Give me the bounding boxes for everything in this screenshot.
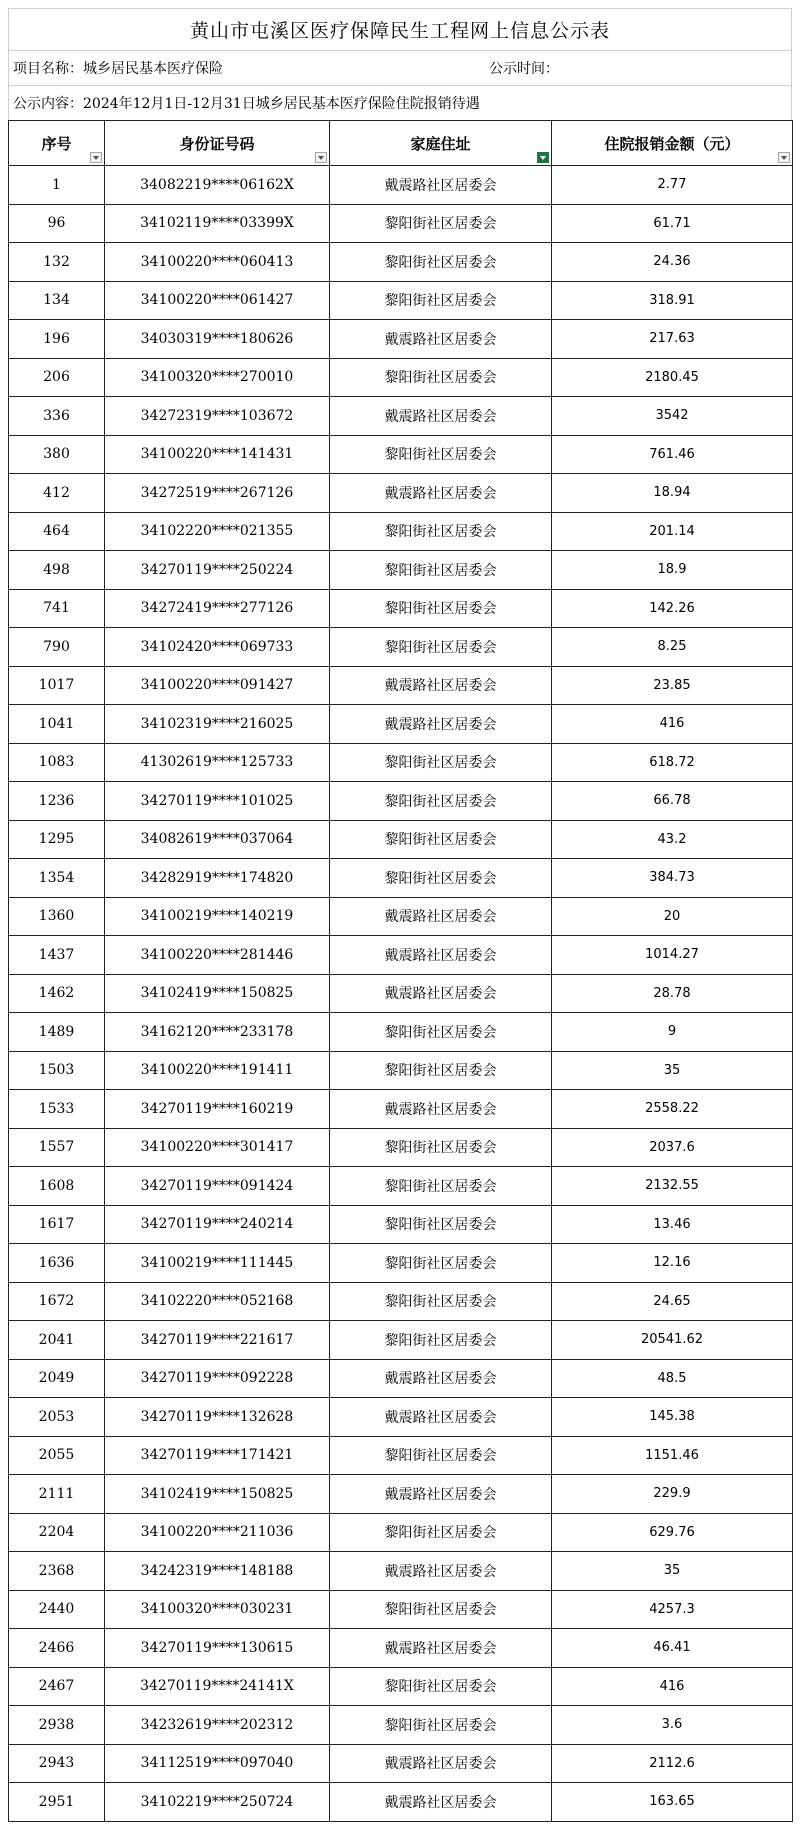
table-row [9,1244,793,1283]
cell-serial: 2943 [9,1744,105,1783]
table-row [9,204,793,243]
cell-serial: 1295 [9,820,105,859]
table-row [9,320,793,359]
cell-serial: 2041 [9,1321,105,1360]
cell-address: 黎阳街社区居委会 [330,512,552,551]
cell-serial: 2951 [9,1783,105,1822]
cell-id-number: 34272419****277126 [105,589,330,628]
cell-amount: 3542 [552,397,793,436]
table-row [9,243,793,282]
cell-id-number: 34100220****281446 [105,936,330,975]
cell-amount: 3.6 [552,1706,793,1745]
header-serial: 序号 [9,121,105,166]
cell-serial: 2368 [9,1552,105,1591]
cell-address: 黎阳街社区居委会 [330,628,552,667]
cell-serial: 1083 [9,743,105,782]
content-row [8,85,792,120]
cell-amount: 18.94 [552,474,793,513]
cell-serial: 2938 [9,1706,105,1745]
table-row [9,166,793,205]
cell-address: 黎阳街社区居委会 [330,1706,552,1745]
cell-amount: 416 [552,705,793,744]
table-row [9,435,793,474]
cell-address: 黎阳街社区居委会 [330,1282,552,1321]
cell-id-number: 34232619****202312 [105,1706,330,1745]
cell-amount: 384.73 [552,859,793,898]
cell-serial: 741 [9,589,105,628]
cell-id-number: 34082219****06162X [105,166,330,205]
cell-address: 戴震路社区居委会 [330,666,552,705]
cell-serial: 1 [9,166,105,205]
cell-id-number: 34272319****103672 [105,397,330,436]
cell-id-number: 34082619****037064 [105,820,330,859]
cell-serial: 2049 [9,1359,105,1398]
cell-address: 戴震路社区居委会 [330,320,552,359]
cell-id-number: 34102420****069733 [105,628,330,667]
cell-amount: 2132.55 [552,1167,793,1206]
cell-address: 黎阳街社区居委会 [330,1013,552,1052]
table-row [9,1205,793,1244]
content-label: 公示内容： [13,96,83,112]
filter-dropdown-icon[interactable] [90,152,102,163]
cell-amount: 2037.6 [552,1128,793,1167]
table-row [9,859,793,898]
cell-amount: 618.72 [552,743,793,782]
table-row [9,551,793,590]
table-row [9,743,793,782]
cell-id-number: 34270119****171421 [105,1436,330,1475]
table-row [9,897,793,936]
cell-address: 黎阳街社区居委会 [330,281,552,320]
cell-address: 戴震路社区居委会 [330,1398,552,1437]
table-row [9,705,793,744]
table-row [9,1128,793,1167]
cell-amount: 20541.62 [552,1321,793,1360]
reimbursement-table [8,120,793,1822]
table-row [9,1321,793,1360]
table-row [9,589,793,628]
cell-address: 戴震路社区居委会 [330,1552,552,1591]
cell-amount: 142.26 [552,589,793,628]
cell-serial: 790 [9,628,105,667]
project-value: 城乡居民基本医疗保险 [83,61,223,77]
table-row [9,1744,793,1783]
cell-id-number: 34102319****216025 [105,705,330,744]
cell-amount: 23.85 [552,666,793,705]
table-row [9,1783,793,1822]
cell-serial: 1672 [9,1282,105,1321]
table-row [9,1706,793,1745]
cell-serial: 2204 [9,1513,105,1552]
cell-amount: 66.78 [552,782,793,821]
cell-address: 戴震路社区居委会 [330,705,552,744]
cell-address: 戴震路社区居委会 [330,974,552,1013]
cell-id-number: 34100220****141431 [105,435,330,474]
cell-serial: 1354 [9,859,105,898]
cell-serial: 1236 [9,782,105,821]
publish-time: 公示时间： [489,61,559,77]
cell-id-number: 34102419****150825 [105,974,330,1013]
table-header-row [9,121,793,166]
cell-amount: 629.76 [552,1513,793,1552]
cell-serial: 336 [9,397,105,436]
cell-amount: 2.77 [552,166,793,205]
cell-amount: 12.16 [552,1244,793,1283]
cell-id-number: 34100219****111445 [105,1244,330,1283]
cell-serial: 2467 [9,1667,105,1706]
table-row [9,1475,793,1514]
header-id-number: 身份证号码 [105,121,330,166]
project-row [8,50,792,85]
cell-address: 黎阳街社区居委会 [330,358,552,397]
table-row [9,397,793,436]
cell-id-number: 34100320****270010 [105,358,330,397]
cell-serial: 132 [9,243,105,282]
cell-address: 黎阳街社区居委会 [330,589,552,628]
cell-address: 戴震路社区居委会 [330,897,552,936]
cell-address: 黎阳街社区居委会 [330,1167,552,1206]
cell-id-number: 34100220****061427 [105,281,330,320]
cell-serial: 1489 [9,1013,105,1052]
cell-serial: 498 [9,551,105,590]
cell-amount: 1014.27 [552,936,793,975]
cell-id-number: 41302619****125733 [105,743,330,782]
table-row [9,628,793,667]
cell-amount: 416 [552,1667,793,1706]
cell-address: 戴震路社区居委会 [330,936,552,975]
table-row [9,1051,793,1090]
cell-amount: 8.25 [552,628,793,667]
cell-id-number: 34102220****052168 [105,1282,330,1321]
header-address: 家庭住址 [330,121,552,166]
cell-serial: 1617 [9,1205,105,1244]
cell-id-number: 34102419****150825 [105,1475,330,1514]
cell-amount: 35 [552,1552,793,1591]
cell-id-number: 34270119****101025 [105,782,330,821]
filter-dropdown-icon[interactable] [778,152,790,163]
page-title: 黄山市屯溪区医疗保障民生工程网上信息公示表 [8,8,792,50]
cell-address: 黎阳街社区居委会 [330,435,552,474]
cell-serial: 1503 [9,1051,105,1090]
cell-amount: 43.2 [552,820,793,859]
cell-id-number: 34162120****233178 [105,1013,330,1052]
cell-address: 戴震路社区居委会 [330,1359,552,1398]
cell-amount: 20 [552,897,793,936]
table-row [9,358,793,397]
cell-id-number: 34270119****130615 [105,1629,330,1668]
table-row [9,666,793,705]
cell-serial: 1360 [9,897,105,936]
cell-serial: 412 [9,474,105,513]
table-row [9,974,793,1013]
cell-serial: 96 [9,204,105,243]
cell-serial: 1462 [9,974,105,1013]
cell-serial: 1437 [9,936,105,975]
cell-id-number: 34100220****060413 [105,243,330,282]
cell-amount: 163.65 [552,1783,793,1822]
cell-address: 黎阳街社区居委会 [330,1436,552,1475]
cell-address: 黎阳街社区居委会 [330,1321,552,1360]
table-row [9,512,793,551]
cell-address: 黎阳街社区居委会 [330,1205,552,1244]
cell-serial: 2466 [9,1629,105,1668]
cell-id-number: 34270119****221617 [105,1321,330,1360]
cell-address: 黎阳街社区居委会 [330,1128,552,1167]
cell-address: 黎阳街社区居委会 [330,1590,552,1629]
cell-amount: 13.46 [552,1205,793,1244]
cell-id-number: 34270119****240214 [105,1205,330,1244]
cell-serial: 206 [9,358,105,397]
table-row [9,1667,793,1706]
cell-amount: 229.9 [552,1475,793,1514]
cell-address: 戴震路社区居委会 [330,1744,552,1783]
cell-id-number: 34030319****180626 [105,320,330,359]
cell-id-number: 34102220****021355 [105,512,330,551]
cell-id-number: 34100220****301417 [105,1128,330,1167]
cell-id-number: 34270119****250224 [105,551,330,590]
cell-serial: 464 [9,512,105,551]
cell-id-number: 34100219****140219 [105,897,330,936]
cell-address: 黎阳街社区居委会 [330,782,552,821]
cell-amount: 18.9 [552,551,793,590]
cell-amount: 2112.6 [552,1744,793,1783]
cell-id-number: 34270119****092228 [105,1359,330,1398]
cell-amount: 28.78 [552,974,793,1013]
cell-serial: 380 [9,435,105,474]
cell-address: 黎阳街社区居委会 [330,204,552,243]
table-row [9,936,793,975]
cell-id-number: 34102119****03399X [105,204,330,243]
cell-amount: 145.38 [552,1398,793,1437]
cell-amount: 2558.22 [552,1090,793,1129]
cell-serial: 1608 [9,1167,105,1206]
table-row [9,820,793,859]
table-row [9,1359,793,1398]
cell-id-number: 34100220****091427 [105,666,330,705]
cell-serial: 2053 [9,1398,105,1437]
cell-serial: 1557 [9,1128,105,1167]
cell-address: 黎阳街社区居委会 [330,1667,552,1706]
filter-active-icon[interactable] [537,152,549,163]
cell-id-number: 34270119****24141X [105,1667,330,1706]
public-notice-sheet [8,8,792,1822]
cell-amount: 761.46 [552,435,793,474]
cell-id-number: 34272519****267126 [105,474,330,513]
cell-id-number: 34282919****174820 [105,859,330,898]
cell-id-number: 34242319****148188 [105,1552,330,1591]
cell-address: 戴震路社区居委会 [330,474,552,513]
cell-serial: 196 [9,320,105,359]
table-row [9,1513,793,1552]
table-row [9,782,793,821]
table-row [9,1398,793,1437]
cell-address: 黎阳街社区居委会 [330,743,552,782]
cell-serial: 1041 [9,705,105,744]
cell-id-number: 34100220****191411 [105,1051,330,1090]
cell-serial: 2055 [9,1436,105,1475]
cell-address: 戴震路社区居委会 [330,166,552,205]
table-row [9,474,793,513]
cell-serial: 1636 [9,1244,105,1283]
cell-amount: 35 [552,1051,793,1090]
table-row [9,1282,793,1321]
cell-address: 戴震路社区居委会 [330,1629,552,1668]
cell-address: 黎阳街社区居委会 [330,551,552,590]
cell-id-number: 34270119****132628 [105,1398,330,1437]
table-row [9,1629,793,1668]
table-row [9,281,793,320]
cell-id-number: 34270119****160219 [105,1090,330,1129]
table-row [9,1590,793,1629]
cell-address: 黎阳街社区居委会 [330,820,552,859]
cell-address: 黎阳街社区居委会 [330,1244,552,1283]
cell-amount: 46.41 [552,1629,793,1668]
cell-id-number: 34112519****097040 [105,1744,330,1783]
cell-address: 戴震路社区居委会 [330,1783,552,1822]
project-label: 项目名称： [13,61,83,77]
cell-serial: 134 [9,281,105,320]
filter-dropdown-icon[interactable] [315,152,327,163]
cell-id-number: 34100220****211036 [105,1513,330,1552]
cell-amount: 217.63 [552,320,793,359]
cell-address: 戴震路社区居委会 [330,1090,552,1129]
table-row [9,1167,793,1206]
cell-address: 黎阳街社区居委会 [330,243,552,282]
table-row [9,1552,793,1591]
cell-id-number: 34270119****091424 [105,1167,330,1206]
cell-amount: 24.36 [552,243,793,282]
cell-amount: 48.5 [552,1359,793,1398]
cell-amount: 24.65 [552,1282,793,1321]
cell-amount: 4257.3 [552,1590,793,1629]
cell-address: 黎阳街社区居委会 [330,1051,552,1090]
cell-address: 戴震路社区居委会 [330,1475,552,1514]
cell-address: 黎阳街社区居委会 [330,859,552,898]
cell-serial: 2440 [9,1590,105,1629]
cell-amount: 201.14 [552,512,793,551]
cell-amount: 2180.45 [552,358,793,397]
content-value: 2024年12月1日-12月31日城乡居民基本医疗保险住院报销待遇 [83,96,480,112]
table-row [9,1090,793,1129]
cell-amount: 61.71 [552,204,793,243]
cell-address: 戴震路社区居委会 [330,397,552,436]
cell-serial: 1533 [9,1090,105,1129]
cell-serial: 2111 [9,1475,105,1514]
cell-amount: 1151.46 [552,1436,793,1475]
header-amount: 住院报销金额（元） [552,121,793,166]
cell-address: 黎阳街社区居委会 [330,1513,552,1552]
cell-serial: 1017 [9,666,105,705]
cell-id-number: 34100320****030231 [105,1590,330,1629]
cell-id-number: 34102219****250724 [105,1783,330,1822]
cell-amount: 318.91 [552,281,793,320]
table-row [9,1436,793,1475]
cell-amount: 9 [552,1013,793,1052]
project-name [13,58,489,78]
table-row [9,1013,793,1052]
